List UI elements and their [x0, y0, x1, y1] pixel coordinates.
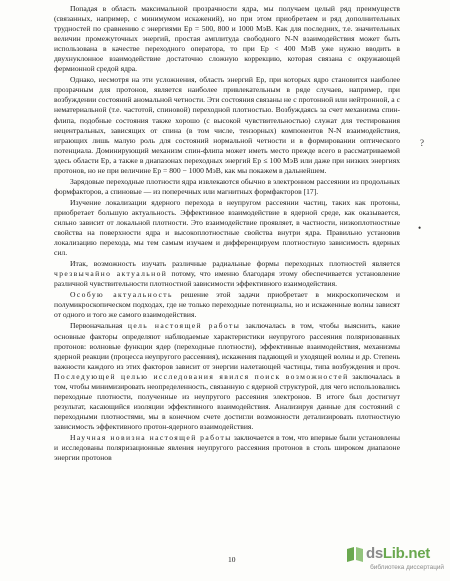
paragraph-6: Особую актуальность решение этой задачи приобретает в микроскопическом и полумикроскопическом подходах, где не только переходные потенциалы, но и искаженные волны зависят от одного и того же самого взаимодействия.	[54, 290, 400, 320]
paragraph-2: Однако, несмотря на эти усложнения, область энергий Ep, при которых ядро становится наиболее прозрачным для протонов, является наиболее привлекательным в ряде случаев, например, при возбуждении состояний аномальной четности. Эти состояния связаны не с протонной или нейтронной, а с нематериальной (т.е. частотой, спиновой) переходной плотностью. Возбуждаясь за счет механизма спин-флипа, подобные состояния также хорошо (с высокой чувствительностью) служат для тестирования нецентральных, зависящих от спина (в том числе, тензорных) компонентов N-N взаимодействия, играющих лишь малую роль для состояний нормальной четности и в формировании оптического потенциала. Доминирующий механизм спин-флипа может иметь место прежде всего в рассматриваемой здесь области Ep, а также в диапазонах переходных энергий Ep ≤ 100 МэВ или даже при низких энергиях протонов, но не при величине Ep = 800 − 1000 МэВ, как мы покажем в дальнейшем.	[54, 75, 400, 175]
watermark	[346, 543, 444, 577]
paragraph-1: Попадая в область максимальной прозрачности ядра, мы получаем целый ряд преимуществ (связанных, например, с минимумом искажений), но при этом приобретаем и ряд дополнительных трудностей по сравнению с энергиями Ep = 500, 800 и 1000 МэВ. Как для последних, т.е. значительных величин промежуточных энергий, простая амплитуда свободного N-N взаимодействия может быть использована в качестве переходного оператора, то при Ep < 400 МэВ уже нужно вводить в двухнуклонное взаимодействие достаточно сложную коррекцию, которая связана с окружающей фермионной средой ядра.	[54, 4, 400, 74]
watermark-subtitle: библиотека диссертаций	[370, 564, 444, 571]
page-number: 10	[228, 555, 236, 564]
spaced-emphasis: Научная новизна настоящей работы	[70, 432, 232, 442]
paragraph-5: Итак, возможность изучать различные радиальные формы переходных плотностей является чрезвычайно актуальной потому, что именно благодаря этому обеспечивается установление различной чувствительности плотностной зависимости эффективного взаимодействия.	[54, 259, 401, 289]
paragraph-7: Первоначальная цель настоящей работы заключалась в том, чтобы выяснить, какие основные факторы определяют наблюдаемые характеристики неупругого рассеяния поляризованных протонов: волновые функции ядер (переходные плотности), эффективные взаимодействия, механизмы ядерной реакции (процесса неупругого рассеяния), искажения падающей и уходящей волны и др. Степень важности каждого из этих факторов зависит от энергии налетающей частицы, типа возбуждения и проч. Последующей целью исследования явился поиск возможностей заключалась в том, чтобы минимизировать неопределенность, связанную с ядерной структурой, для чего использовались переходные плотности, полученные из неупругого рассеяния электронов. В итоге был достигнут результат, касающийся изоляции эффективного взаимодействия. Анализируя данные для состояний с переходными плотностями, мы в конечном счете достигли возможности детализировать плотностную зависимость эффективного протон-ядерного взаимодействия.	[54, 321, 400, 431]
margin-question-mark: ?	[420, 138, 424, 148]
book-logo-icon	[346, 545, 364, 563]
body-text	[54, 4, 400, 463]
spaced-emphasis: чрезвычайно актуальной	[54, 269, 168, 279]
watermark-brand: dsLib.net	[366, 545, 430, 562]
paragraph-3: Зарядовые переходные плотности ядра извлекаются обычно в электронном рассеянии из продольных формфакторов, а спиновые — из поперечных или магнитных формфакторов [17].	[54, 176, 400, 196]
spaced-emphasis: цель настоящей работы	[127, 321, 241, 331]
spaced-emphasis: Последующей целью исследования явился поиск возможностей	[54, 371, 349, 381]
paragraph-8: Научная новизна настоящей работы заключается в том, что впервые были установлены и исследованы поляризационные явления неупругого рассеяния протонов в столь широком диапазоне энергии протонов	[54, 432, 400, 463]
spaced-emphasis: Особую актуальность	[70, 290, 173, 300]
margin-dot-mark: •	[418, 223, 422, 233]
paragraph-4: Изучение локализации ядерного перехода в неупругом рассеянии частиц, таких как протоны, приобретает большую актуальность. Эффективное взаимодействие в ядерной среде, как оказывается, сильно зависит от локальной плотности. Это взаимодействие проявляет, в частности, низкоплотностные свойства на поверхности ядра и высокоплотностные свойства внутри ядра. Правильно установив локализацию перехода, мы тем самым изучаем и дифференцируем плотностную зависимость ядерных сил.	[54, 197, 400, 258]
